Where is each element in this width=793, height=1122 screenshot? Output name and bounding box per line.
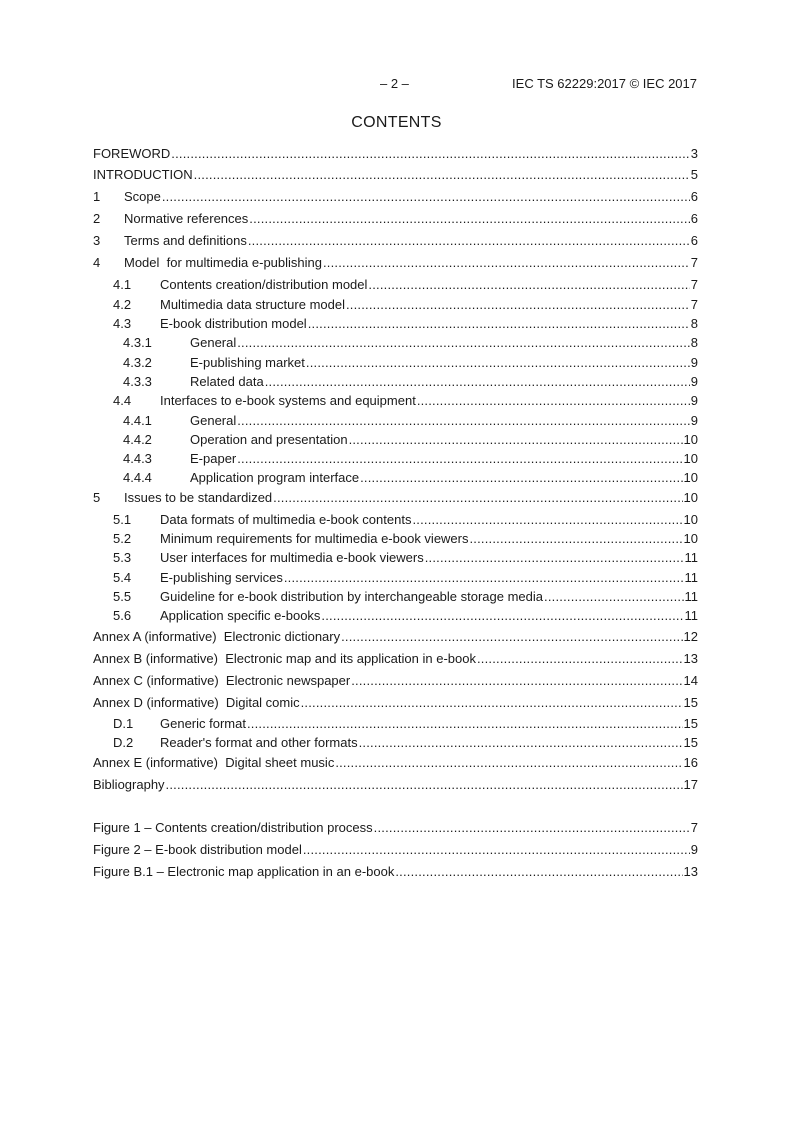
- toc-label: Scope: [124, 189, 161, 204]
- toc-page: 8: [690, 316, 698, 331]
- dot-leader: [544, 588, 683, 605]
- dot-leader: [346, 296, 690, 313]
- page-number: – 2 –: [380, 76, 409, 91]
- figure-label: Figure B.1 – Electronic map application in an e-book: [93, 864, 395, 879]
- toc-label: E-publishing market: [190, 355, 305, 370]
- dot-leader: [237, 450, 682, 467]
- toc-page: 7: [690, 297, 698, 312]
- figure-entry-2[interactable]: [93, 841, 698, 858]
- toc-page: 5: [690, 167, 698, 182]
- toc-label: FOREWORD: [93, 146, 171, 161]
- toc-entry-4-4-3[interactable]: [93, 450, 698, 467]
- toc-number: 4.4.4: [123, 470, 152, 485]
- toc-label: Model for multimedia e-publishing: [124, 255, 322, 270]
- toc-page: 15: [683, 695, 698, 710]
- toc-entry-annex-d[interactable]: [93, 694, 698, 711]
- figure-page: 13: [683, 864, 698, 879]
- toc-entry-4-3-1[interactable]: [93, 334, 698, 351]
- toc-label: E-publishing services: [160, 570, 283, 585]
- toc-number: 4.4: [113, 393, 132, 408]
- dot-leader: [306, 354, 690, 371]
- dot-leader: [425, 549, 684, 566]
- toc-label: User interfaces for multimedia e-book viewers: [160, 550, 424, 565]
- dot-leader: [284, 569, 684, 586]
- dot-leader: [237, 412, 690, 429]
- toc-label: Contents creation/distribution model: [160, 277, 368, 292]
- toc-number: 4: [93, 255, 101, 270]
- toc-entry-5-2[interactable]: [93, 530, 698, 547]
- toc-entry-4-4-2[interactable]: [93, 431, 698, 448]
- dot-leader: [171, 145, 689, 162]
- toc-entry-4-2[interactable]: [93, 296, 698, 313]
- toc-label: INTRODUCTION: [93, 167, 193, 182]
- toc-page: 12: [683, 629, 698, 644]
- toc-label: Annex C (informative) Electronic newspaper: [93, 673, 351, 688]
- toc-entry-4-4-4[interactable]: [93, 469, 698, 486]
- toc-number: 5.2: [113, 531, 132, 546]
- dot-leader: [273, 489, 682, 506]
- toc-number: 4.4.1: [123, 413, 152, 428]
- toc-label: Multimedia data structure model: [160, 297, 345, 312]
- toc-page: 11: [684, 608, 698, 623]
- toc-entry-5-5[interactable]: [93, 588, 698, 605]
- toc-entry-4-3[interactable]: [93, 315, 698, 332]
- toc-label: Operation and presentation: [190, 432, 348, 447]
- toc-number: 5.1: [113, 512, 132, 527]
- dot-leader: [248, 232, 690, 249]
- dot-leader: [351, 672, 682, 689]
- toc-label: Issues to be standardized: [124, 490, 273, 505]
- dot-leader: [341, 628, 682, 645]
- toc-label: Terms and definitions: [124, 233, 247, 248]
- toc-number: 2: [93, 211, 101, 226]
- dot-leader: [412, 511, 682, 528]
- dot-leader: [303, 841, 690, 858]
- toc-page: 8: [690, 335, 698, 350]
- toc-entry-4-4-1[interactable]: [93, 412, 698, 429]
- dot-leader: [417, 392, 690, 409]
- toc-label: Annex E (informative) Digital sheet music: [93, 755, 335, 770]
- toc-entry-4[interactable]: [93, 254, 698, 271]
- toc-entry-annex-b[interactable]: [93, 650, 698, 667]
- dot-leader: [247, 715, 683, 732]
- toc-label: Interfaces to e-book systems and equipment: [160, 393, 416, 408]
- page-title: CONTENTS: [351, 114, 442, 131]
- dot-leader: [477, 650, 683, 667]
- toc-entry-5-4[interactable]: [93, 569, 698, 586]
- toc-entry-2[interactable]: [93, 210, 698, 227]
- toc-page: 10: [683, 531, 698, 546]
- toc-page: 9: [690, 355, 698, 370]
- toc-number: 4.3.2: [123, 355, 152, 370]
- toc-entry-4-4[interactable]: [93, 392, 698, 409]
- dot-leader: [368, 276, 689, 293]
- toc-number: 4.1: [113, 277, 132, 292]
- toc-number: 5.6: [113, 608, 132, 623]
- toc-label: Data formats of multimedia e-book contents: [160, 512, 412, 527]
- dot-leader: [470, 530, 683, 547]
- dot-leader: [395, 863, 682, 880]
- toc-entry-4-1[interactable]: [93, 276, 698, 293]
- figure-entry-1[interactable]: [93, 819, 698, 836]
- toc-entry-d-2[interactable]: [93, 734, 698, 751]
- toc-page: 15: [683, 716, 698, 731]
- toc-label: Minimum requirements for multimedia e-book viewers: [160, 531, 469, 546]
- dot-leader: [321, 607, 683, 624]
- toc-label: Annex A (informative) Electronic dictionary: [93, 629, 341, 644]
- toc-number: 4.4.2: [123, 432, 152, 447]
- toc-entry-5-6[interactable]: [93, 607, 698, 624]
- dot-leader: [323, 254, 690, 271]
- dot-leader: [360, 469, 682, 486]
- toc-number: 5: [93, 490, 101, 505]
- dot-leader: [194, 166, 690, 183]
- toc-page: 10: [683, 490, 698, 505]
- dot-leader: [265, 373, 690, 390]
- toc-page: 15: [683, 735, 698, 750]
- toc-entry-introduction[interactable]: [93, 166, 698, 183]
- toc-page: 7: [690, 277, 698, 292]
- toc-entry-5-3[interactable]: [93, 549, 698, 566]
- toc-page: 6: [690, 211, 698, 226]
- toc-number: 4.3.1: [123, 335, 152, 350]
- toc-number: D.2: [113, 735, 134, 750]
- toc-number: 4.2: [113, 297, 132, 312]
- document-id: IEC TS 62229:2017 © IEC 2017: [512, 76, 697, 91]
- toc-page: 3: [690, 146, 698, 161]
- toc-label: E-paper: [190, 451, 237, 466]
- dot-leader: [308, 315, 690, 332]
- toc-number: 4.4.3: [123, 451, 152, 466]
- toc-page: 16: [683, 755, 698, 770]
- dot-leader: [166, 776, 683, 793]
- toc-label: Annex B (informative) Electronic map and its application in e-book: [93, 651, 476, 666]
- dot-leader: [237, 334, 690, 351]
- toc-entry-annex-c[interactable]: [93, 672, 698, 689]
- toc-entry-3[interactable]: [93, 232, 698, 249]
- toc-page: 17: [683, 777, 698, 792]
- toc-entry-4-3-3[interactable]: [93, 373, 698, 390]
- toc-entry-foreword[interactable]: [93, 145, 698, 162]
- toc-page: 10: [683, 512, 698, 527]
- toc-page: 10: [683, 451, 698, 466]
- toc-page: 11: [684, 550, 698, 565]
- toc-label: Normative references: [124, 211, 249, 226]
- toc-page: 10: [683, 470, 698, 485]
- toc-page: 11: [684, 589, 698, 604]
- toc-page: 6: [690, 233, 698, 248]
- toc-number: 4.3.3: [123, 374, 152, 389]
- toc-label: Application specific e-books: [160, 608, 321, 623]
- toc-page: 10: [683, 432, 698, 447]
- dot-leader: [374, 819, 690, 836]
- toc-number: 5.3: [113, 550, 132, 565]
- toc-entry-5[interactable]: [93, 489, 698, 506]
- toc-label: Guideline for e-book distribution by interchangeable storage media: [160, 589, 544, 604]
- toc-number: 5.4: [113, 570, 132, 585]
- dot-leader: [349, 431, 683, 448]
- toc-label: Bibliography: [93, 777, 165, 792]
- toc-page: 14: [683, 673, 698, 688]
- toc-entry-bibliography[interactable]: [93, 776, 698, 793]
- toc-label: General: [190, 413, 237, 428]
- toc-entry-annex-a[interactable]: [93, 628, 698, 645]
- toc-number: 4.3: [113, 316, 132, 331]
- toc-entry-1[interactable]: [93, 188, 698, 205]
- dot-leader: [162, 188, 690, 205]
- toc-entry-annex-e[interactable]: [93, 754, 698, 771]
- toc-page: 7: [690, 255, 698, 270]
- toc-number: 1: [93, 189, 101, 204]
- figure-label: Figure 1 – Contents creation/distribution process: [93, 820, 373, 835]
- toc-label: Reader's format and other formats: [160, 735, 358, 750]
- toc-number: 3: [93, 233, 101, 248]
- toc-page: 9: [690, 413, 698, 428]
- dot-leader: [301, 694, 683, 711]
- toc-entry-4-3-2[interactable]: [93, 354, 698, 371]
- toc-page: 6: [690, 189, 698, 204]
- toc-label: General: [190, 335, 237, 350]
- toc-page: 9: [690, 374, 698, 389]
- toc-entry-5-1[interactable]: [93, 511, 698, 528]
- toc-label: Generic format: [160, 716, 246, 731]
- dot-leader: [249, 210, 689, 227]
- toc-page: 13: [683, 651, 698, 666]
- toc-page: 9: [690, 393, 698, 408]
- toc-page: 11: [684, 570, 698, 585]
- dot-leader: [359, 734, 683, 751]
- toc-label: Application program interface: [190, 470, 360, 485]
- toc-number: D.1: [113, 716, 134, 731]
- toc-label: Related data: [190, 374, 264, 389]
- figure-page: 7: [690, 820, 698, 835]
- figure-entry-b-1[interactable]: [93, 863, 698, 880]
- figure-page: 9: [690, 842, 698, 857]
- dot-leader: [335, 754, 682, 771]
- toc-number: 5.5: [113, 589, 132, 604]
- toc-label: Annex D (informative) Digital comic: [93, 695, 300, 710]
- figure-label: Figure 2 – E-book distribution model: [93, 842, 302, 857]
- toc-label: E-book distribution model: [160, 316, 307, 331]
- toc-entry-d-1[interactable]: [93, 715, 698, 732]
